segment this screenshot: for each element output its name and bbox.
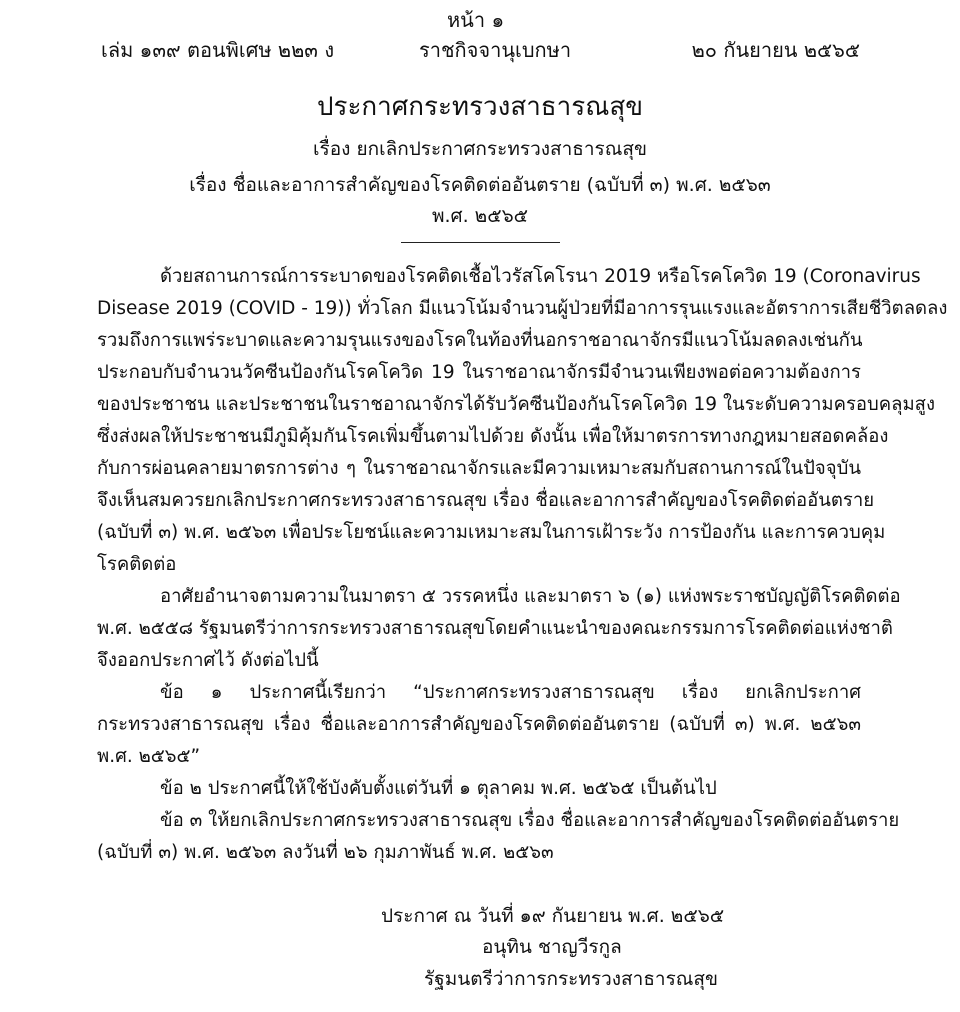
body-line: ด้วยสถานการณ์การระบาดของโรคติดเชื้อไวรัสโคโรนา 2019 หรือโรคโควิด 19 (Coronavirus: [160, 266, 921, 287]
body-line: กับการผ่อนคลายมาตรการต่าง ๆ ในราชอาณาจักรและมีความเหมาะสมกับสถานการณ์ในปัจจุบัน: [97, 458, 861, 479]
body-line: ซึ่งส่งผลให้ประชาชนมีภูมิคุ้มกันโรคเพิ่มขึ้นตามไปด้วย ดังนั้น เพื่อให้มาตรการทางกฎหมายสอดคล้อง: [97, 426, 889, 447]
page-number: หน้า ๑: [447, 8, 505, 32]
announcement-year: พ.ศ. ๒๕๖๕: [431, 205, 529, 227]
gazette-date: ๒๐ กันยายน ๒๕๖๕: [691, 38, 860, 62]
body-line: พ.ศ. ๒๕๕๘ รัฐมนตรีว่าการกระทรวงสาธารณสุขโดยคำแนะนำของคณะกรรมการโรคติดต่อแห่งชาติ: [97, 618, 893, 639]
body-line: โรคติดต่อ: [97, 554, 177, 575]
title-divider: [401, 242, 560, 243]
clause-1-cont: กระทรวงสาธารณสุข เรื่อง ชื่อและอาการสำคัญของโรคติดต่ออันตราย (ฉบับที่ ๓) พ.ศ. ๒๕๖๓: [97, 714, 861, 735]
body-line: จึงเห็นสมควรยกเลิกประกาศกระทรวงสาธารณสุข เรื่อง ชื่อและอาการสำคัญของโรคติดต่ออันตราย: [97, 490, 875, 511]
signature-date: ประกาศ ณ วันที่ ๑๙ กันยายน พ.ศ. ๒๕๖๕: [381, 905, 725, 927]
body-line: ประกอบกับจำนวนวัคซีนป้องกันโรคโควิด 19 ในราชอาณาจักรมีจำนวนเพียงพอต่อความต้องการ: [97, 362, 861, 383]
body-line: รวมถึงการแพร่ระบาดและความรุนแรงของโรคในท้องที่นอกราชอาณาจักรมีแนวโน้มลดลงเช่นกัน: [97, 330, 863, 351]
clause-3: ข้อ ๓ ให้ยกเลิกประกาศกระทรวงสาธารณสุข เรื่อง ชื่อและอาการสำคัญของโรคติดต่ออันตราย: [160, 810, 900, 831]
signatory-name: อนุทิน ชาญวีรกูล: [482, 936, 622, 958]
gazette-name: ราชกิจจานุเบกษา: [419, 38, 572, 62]
body-line: Disease 2019 (COVID - 19)) ทั่วโลก มีแนวโน้มจำนวนผู้ป่วยที่มีอาการรุนแรงและอัตราการเสียชีวิตลดลง: [97, 298, 948, 319]
clause-1-cont: พ.ศ. ๒๕๖๕”: [97, 746, 201, 767]
announcement-subject-1: เรื่อง ยกเลิกประกาศกระทรวงสาธารณสุข: [313, 138, 647, 160]
announcement-title: ประกาศกระทรวงสาธารณสุข: [316, 92, 643, 122]
body-line: อาศัยอำนาจตามความในมาตรา ๕ วรรคหนึ่ง และมาตรา ๖ (๑) แห่งพระราชบัญญัติโรคติดต่อ: [160, 586, 901, 607]
announcement-subject-2: เรื่อง ชื่อและอาการสำคัญของโรคติดต่ออันตราย (ฉบับที่ ๓) พ.ศ. ๒๕๖๓: [189, 174, 771, 196]
clause-3-cont: (ฉบับที่ ๓) พ.ศ. ๒๕๖๓ ลงวันที่ ๒๖ กุมภาพันธ์ พ.ศ. ๒๕๖๓: [97, 842, 554, 863]
clause-2: ข้อ ๒ ประกาศนี้ให้ใช้บังคับตั้งแต่วันที่ ๑ ตุลาคม พ.ศ. ๒๕๖๕ เป็นต้นไป: [160, 778, 717, 799]
body-line: จึงออกประกาศไว้ ดังต่อไปนี้: [97, 650, 319, 671]
signatory-position: รัฐมนตรีว่าการกระทรวงสาธารณสุข: [424, 968, 718, 990]
volume-info: เล่ม ๑๓๙ ตอนพิเศษ ๒๒๓ ง: [101, 38, 335, 62]
clause-1: ข้อ ๑ ประกาศนี้เรียกว่า “ประกาศกระทรวงสาธารณสุข เรื่อง ยกเลิกประกาศ: [160, 682, 861, 703]
body-line: ของประชาชน และประชาชนในราชอาณาจักรได้รับวัคซีนป้องกันโรคโควิด 19 ในระดับความครอบคลุมสูง: [97, 394, 936, 415]
body-line: (ฉบับที่ ๓) พ.ศ. ๒๕๖๓ เพื่อประโยชน์และความเหมาะสมในการเฝ้าระวัง การป้องกัน และการควบคุม: [97, 522, 886, 543]
